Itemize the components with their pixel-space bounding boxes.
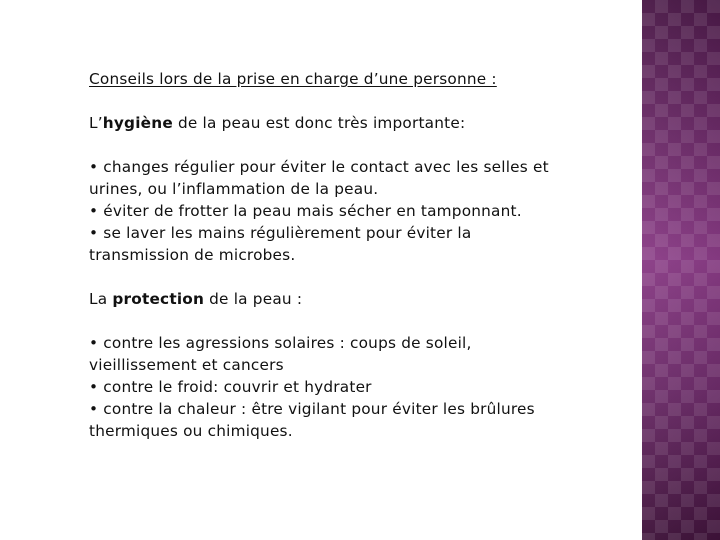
list-line: vieillissement et cancers bbox=[89, 356, 284, 374]
list-line: transmission de microbes. bbox=[89, 246, 296, 264]
protection-heading-suffix: de la peau : bbox=[204, 290, 303, 308]
list-line: • changes régulier pour éviter le contact avec les selles et bbox=[89, 158, 549, 176]
hygiene-keyword: hygiène bbox=[102, 114, 173, 132]
spacer bbox=[89, 310, 609, 332]
list-line: thermiques ou chimiques. bbox=[89, 422, 293, 440]
hygiene-intro bbox=[89, 112, 609, 134]
list-line: urines, ou l’inflammation de la peau. bbox=[89, 180, 379, 198]
hygiene-list bbox=[89, 156, 609, 266]
list-line: • se laver les mains régulièrement pour éviter la bbox=[89, 224, 472, 242]
protection-keyword: protection bbox=[112, 290, 205, 308]
slide-title: Conseils lors de la prise en charge d’une personne : bbox=[89, 70, 497, 88]
protection-heading bbox=[89, 288, 609, 310]
protection-heading-prefix: La bbox=[89, 290, 113, 308]
list-line: • contre la chaleur : être vigilant pour éviter les brûlures bbox=[89, 400, 535, 418]
decorative-side-panel bbox=[642, 0, 720, 540]
list-line: • contre le froid: couvrir et hydrater bbox=[89, 378, 372, 396]
spacer bbox=[89, 134, 609, 156]
list-line: • contre les agressions solaires : coups de soleil, bbox=[89, 334, 472, 352]
hygiene-intro-prefix: L’ bbox=[89, 114, 103, 132]
slide-content bbox=[89, 68, 609, 442]
spacer bbox=[89, 90, 609, 112]
list-line: • éviter de frotter la peau mais sécher en tamponnant. bbox=[89, 202, 522, 220]
protection-list bbox=[89, 332, 609, 442]
hygiene-intro-suffix: de la peau est donc très importante: bbox=[172, 114, 466, 132]
spacer bbox=[89, 266, 609, 288]
